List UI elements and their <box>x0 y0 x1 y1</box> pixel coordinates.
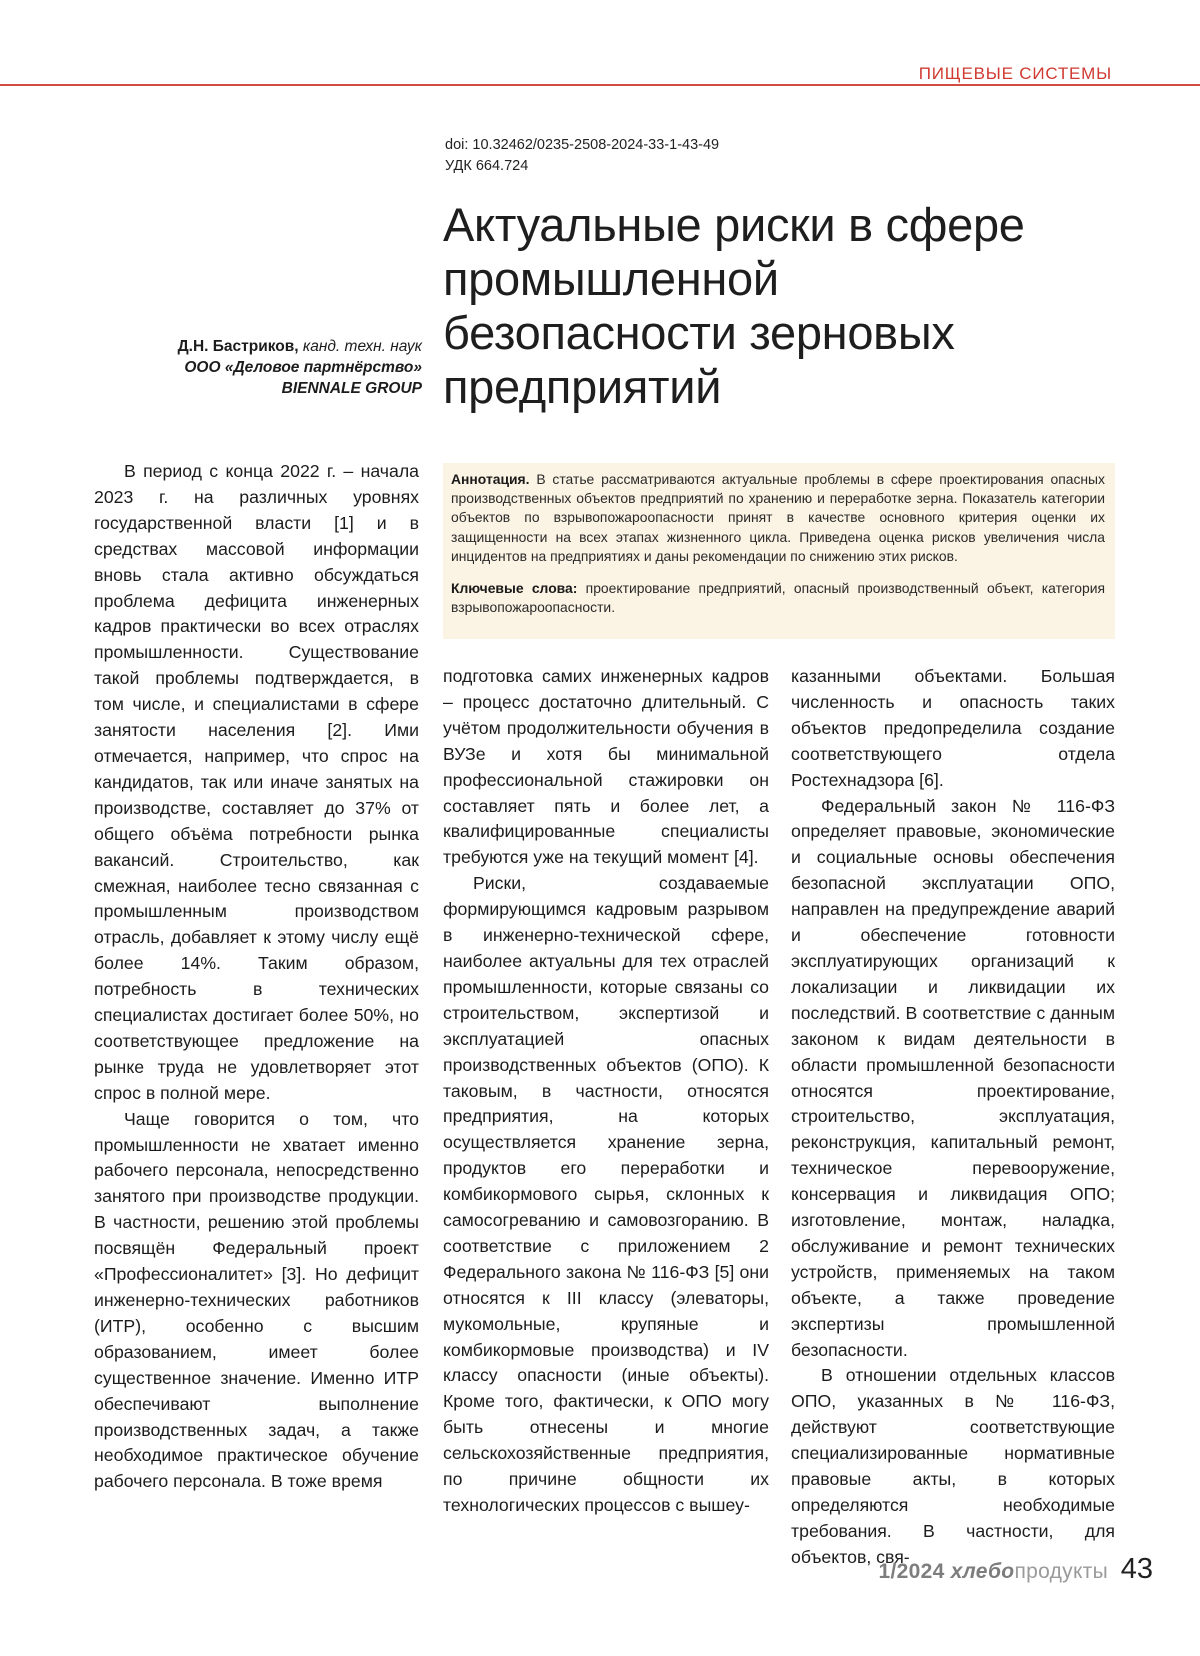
doi[interactable]: doi: 10.32462/0235-2508-2024-33-1-43-49 <box>445 137 720 153</box>
abstract <box>451 470 1105 566</box>
annotation-box <box>443 463 1115 639</box>
abstract-label: Аннотация. <box>451 471 530 487</box>
title-line: промышленной <box>443 252 779 305</box>
paragraph: Федеральный закон № 116-ФЗ определяет правовые, экономические и социальные основы обеспечения безопасной эксплуатации ОПО, направлен на предупреждение аварий и обеспечение готовности эксплуатирующих организаций к локализации и ликвидации их последствий. В соответствие с данным законом к видам деятельности в области промышленной безопасности относятся проектирование, строительство, эксплуатация, реконструкция, капитальный ремонт, техническое перевооружение, консервация и ликвидация ОПО; изготовление, монтаж, наладка, обслуживание и ремонт технических устройств, применяемых на таком объекте, а также проведение экспертизы промышленной безопасности. <box>791 795 1115 1360</box>
journal-name-rest: продукты <box>1014 1560 1108 1583</box>
keywords-label: Ключевые слова: <box>451 580 578 597</box>
paragraph: подготовка самих инженерных кадров – процесс достаточно длительный. С учётом продолжительности обучения в ВУЗе и хотя бы минимальной профессиональной стажировки он составляет пять и более лет, а квалифицированные специалисты требуются уже на текущий момент [4]. <box>443 666 769 868</box>
header-rule <box>0 84 1200 86</box>
page-number: 43 <box>1120 1553 1153 1585</box>
title-line: предприятий <box>443 360 722 413</box>
keywords <box>451 579 1105 617</box>
article-title <box>443 198 1103 414</box>
udk: УДК 664.724 <box>445 158 529 174</box>
journal-name-bold: хлебо <box>950 1560 1015 1583</box>
paragraph: Риски, создаваемые формирующимся кадровым разрывом в инженерно-технической сфере, наиболее актуальны для тех отраслей промышленности, которые связаны со строительством, экспертизой и эксплуатацией опасных производственных объектов (ОПО). К таковым, в частности, относятся предприятия, на которых осуществляется хранение зерна, продуктов его переработки и комбикормового сырья, склонных к самосогреванию и самовозгоранию. В соответствие с приложением 2 Федерального закона № 116-ФЗ [5] они относятся к III классу (элеваторы, мукомольные, крупяные и комбикормовые производства) и IV классу опасности (иные объекты). Кроме того, фактически, к ОПО могу быть отнесены и многие сельскохозяйственные предприятия, по причине общности их технологических процессов с вышеу- <box>443 873 769 1515</box>
issue-number: 1/2024 <box>878 1560 945 1583</box>
body-column-2 <box>443 664 769 1519</box>
paragraph: казанными объектами. Большая численность и опасность таких объектов предопределила создание соответствующего отдела Ростехнадзора [6]. <box>791 666 1115 790</box>
abstract-text: В статье рассматриваются актуальные проблемы в сфере проектирования опасных производственных объектов предприятий по хранению и переработке зерна. Показатель категории объектов по взрывопожароопасности принят в качестве основного критерия оценки их защищенности на всех этапах жизненного цикла. Приведена оценка рисков увеличения числа инцидентов на предприятиях и даны рекомендации по снижению этих рисков. <box>451 471 1105 564</box>
paragraph: В период с конца 2022 г. – начала 2023 г. на различных уровнях государственной власти [1] и в средствах массовой информации вновь стала активно обсуждаться проблема дефицита инженерных кадров практически во всех отраслях промышленности. Существование такой проблемы подтверждается, в том числе, и специалистами в сфере занятости населения [2]. Ими отмечается, например, что спрос на кандидатов, так или иначе занятых на производстве, составляет до 37% от общего объёма потребности рынка вакансий. Строительство, как смежная, наиболее тесно связанная с промышленным производством отрасль, добавляет к этому числу ещё более 14%. Таким образом, потребность в технических специалистах достигает более 50%, но соответствующее предложение на рынке труда не удовлетворяет этот спрос в полной мере. <box>94 461 419 1103</box>
author-group: BIENNALE GROUP <box>281 380 422 397</box>
author-degree: канд. техн. наук <box>302 338 422 355</box>
author-block <box>60 336 422 399</box>
journal-footer <box>879 1560 1108 1584</box>
title-line: Актуальные риски в сфере <box>443 198 1025 251</box>
body-column-3 <box>791 664 1115 1571</box>
article-meta <box>445 135 719 177</box>
section-label: ПИЩЕВЫЕ СИСТЕМЫ <box>913 64 1112 84</box>
author-org: ООО «Деловое партнёрство» <box>184 359 422 376</box>
paragraph: В отношении отдельных классов ОПО, указанных в № 116-ФЗ, действуют соответствующие специализированные нормативные правовые акты, в которых определяются необходимые требования. В частности, для объектов, свя- <box>791 1365 1115 1567</box>
title-line: безопасности зерновых <box>443 306 955 359</box>
body-column-1 <box>94 459 419 1495</box>
keywords-text: проектирование предприятий, опасный производственный объект, категория взрывопожароопасности. <box>451 580 1105 616</box>
author-name: Д.Н. Бастриков, <box>177 338 299 355</box>
paragraph: Чаще говорится о том, что промышленности не хватает именно рабочего персонала, непосредственно занятого при производстве продукции. В частности, решению этой проблемы посвящён Федеральный проект «Профессионалитет» [3]. Но дефицит инженерно-технических работников (ИТР), особенно с высшим образованием, имеет более существенное значение. Именно ИТР обеспечивают выполнение производственных задач, а также необходимое практическое обучение рабочего персонала. В тоже время <box>94 1108 419 1492</box>
